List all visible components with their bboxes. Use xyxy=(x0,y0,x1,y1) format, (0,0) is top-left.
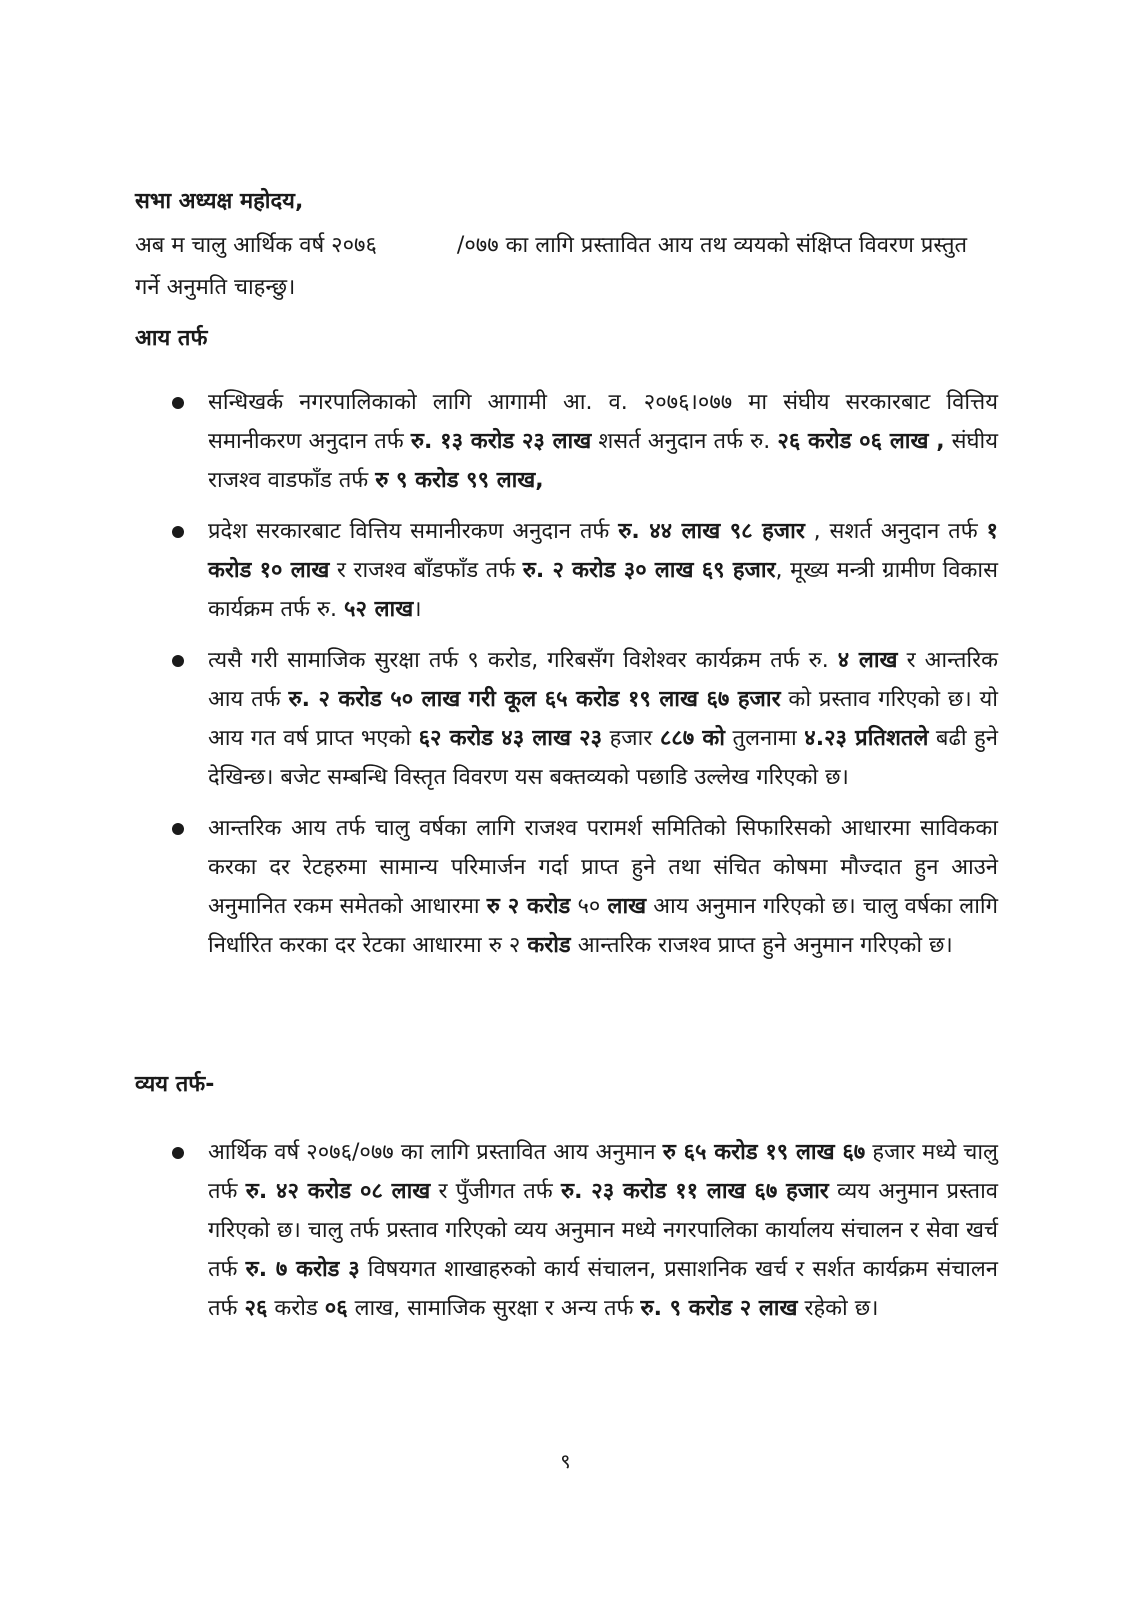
text: र पुँजीगत तर्फ xyxy=(430,1179,561,1204)
income-item-4 xyxy=(168,809,998,965)
expense-list xyxy=(168,1133,998,1340)
amount: रु. २ करोड ३० लाख ६९ हजार xyxy=(522,558,776,583)
bullet-icon xyxy=(172,526,184,538)
text: आन्तरिक राजश्व प्राप्त हुने अनुमान गरिएको छ। xyxy=(570,933,953,958)
amount: रु. ४२ करोड ०८ लाख xyxy=(245,1179,431,1204)
amount: करोड xyxy=(527,933,571,958)
amount: ६२ करोड ४३ लाख २३ xyxy=(418,726,603,751)
amount: रु. १३ करोड २३ लाख xyxy=(410,429,592,454)
text: आय अनुमान गरिएको छ। चालु वर्षका लागि निर्धारित करका दर रेटका आधारमा रु २ xyxy=(208,894,998,958)
amount: लाख xyxy=(607,894,647,919)
text: बढी हुने देखिन्छ। बजेट सम्बन्धि विस्तृत विवरण यस बक्तव्यको पछाडि उल्लेख गरिएको छ। xyxy=(208,726,998,790)
salutation: सभा अध्यक्ष महोदय, xyxy=(135,189,304,214)
text: त्यसै गरी सामाजिक सुरक्षा तर्फ ९ करोड, गरिबसँग विशेश्वर कार्यक्रम तर्फ रु. xyxy=(208,648,838,673)
text: को प्रस्ताव गरिएको छ। यो आय गत वर्ष प्राप्त भएको xyxy=(208,687,998,751)
income-item-3 xyxy=(168,641,998,797)
amount: रु. ७ करोड ३ xyxy=(245,1257,360,1282)
amount: रु २ करोड xyxy=(486,894,571,919)
amount: ४.२३ प्रतिशतले xyxy=(804,726,929,751)
text: ५० xyxy=(570,894,608,919)
text: र राजश्व बाँडफाँड तर्फ xyxy=(329,558,523,583)
amount: २६ करोड ०६ लाख , xyxy=(777,429,945,454)
text: । xyxy=(413,597,422,622)
amount: रु. २ करोड ५० लाख गरी कूल ६५ करोड १९ लाख ६७ हजार xyxy=(288,687,781,712)
text: हजार xyxy=(602,726,660,751)
amount: ५२ लाख xyxy=(344,597,414,622)
income-item-1 xyxy=(168,383,998,500)
intro-paragraph xyxy=(135,225,985,309)
text: विषयगत शाखाहरुको कार्य संचालन, प्रसाशनिक खर्च र सर्शत कार्यक्रम संचालन तर्फ xyxy=(208,1257,999,1321)
text: संघीय राजश्व वाडफाँड तर्फ xyxy=(208,429,999,493)
bullet-icon xyxy=(172,823,184,835)
amount: २६ xyxy=(244,1296,268,1321)
amount: रु ९ करोड ९९ लाख, xyxy=(375,468,544,493)
text: हजार मध्ये चालु तर्फ xyxy=(208,1140,998,1204)
bullet-icon xyxy=(172,397,184,409)
expense-heading: व्यय तर्फ- xyxy=(135,1072,215,1097)
income-heading: आय तर्फ xyxy=(135,326,208,351)
text: आन्तरिक आय तर्फ चालु वर्षका लागि राजश्व परामर्श समितिको सिफारिसको आधारमा साविकका करका दर रेटहरुमा सामान्य परिमार्जन गर्दा प्राप्त हुने तथा संचित कोषमा मौज्दात हुन आउने अनुमानित रकम समेतको आधारमा xyxy=(208,816,998,919)
text: करोड xyxy=(267,1296,325,1321)
amount: ०६ xyxy=(324,1296,348,1321)
amount: रु. ४४ लाख ९८ हजार xyxy=(618,519,805,544)
amount: रु. ९ करोड २ लाख xyxy=(640,1296,798,1321)
text: , सशर्त अनुदान तर्फ xyxy=(804,519,987,544)
amount: ४ लाख xyxy=(837,648,898,673)
text: सन्धिखर्क नगरपालिकाको लागि आगामी आ. व. २०७६।०७७ मा संघीय सरकारबाट वित्तिय समानीकरण अनुदान तर्फ xyxy=(208,390,998,454)
amount: ८८७ को xyxy=(659,726,725,751)
income-list xyxy=(168,383,998,977)
amount: रु. २३ करोड ११ लाख ६७ हजार xyxy=(560,1179,829,1204)
bullet-icon xyxy=(172,1147,184,1159)
text: आर्थिक वर्ष २०७६/०७७ का लागि प्रस्तावित आय अनुमान xyxy=(208,1140,663,1165)
text: व्यय अनुमान प्रस्ताव गरिएको छ। चालु तर्फ प्रस्ताव गरिएको व्यय अनुमान मध्ये नगरपालिका कार्यालय संचालन र सेवा खर्च तर्फ xyxy=(208,1179,999,1282)
text: शसर्त अनुदान तर्फ रु. xyxy=(591,429,778,454)
text: रहेको छ। xyxy=(797,1296,879,1321)
page-number: ९ xyxy=(560,1449,571,1473)
intro-part-2: /०७७ का लागि प्रस्तावित आय तथ व्ययको संक्षिप्त विवरण प्रस्तुत गर्ने अनुमति चाहन्छु। xyxy=(135,233,968,300)
intro-part-1: अब म चालु आर्थिक वर्ष २०७६ xyxy=(135,233,377,258)
text: र आन्तरिक आय तर्फ xyxy=(208,648,998,712)
text: लाख, सामाजिक सुरक्षा र अन्य तर्फ xyxy=(347,1296,641,1321)
expense-item-1 xyxy=(168,1133,998,1328)
text: तुलनामा xyxy=(724,726,805,751)
income-item-2 xyxy=(168,512,998,629)
amount: १ करोड १० लाख xyxy=(208,519,998,583)
bullet-icon xyxy=(172,655,184,667)
text: , मूख्य मन्त्री ग्रामीण विकास कार्यक्रम तर्फ रु. xyxy=(208,558,998,622)
text: प्रदेश सरकारबाट वित्तिय समानीरकण अनुदान तर्फ xyxy=(208,519,619,544)
amount: रु ६५ करोड १९ लाख ६७ xyxy=(662,1140,866,1165)
